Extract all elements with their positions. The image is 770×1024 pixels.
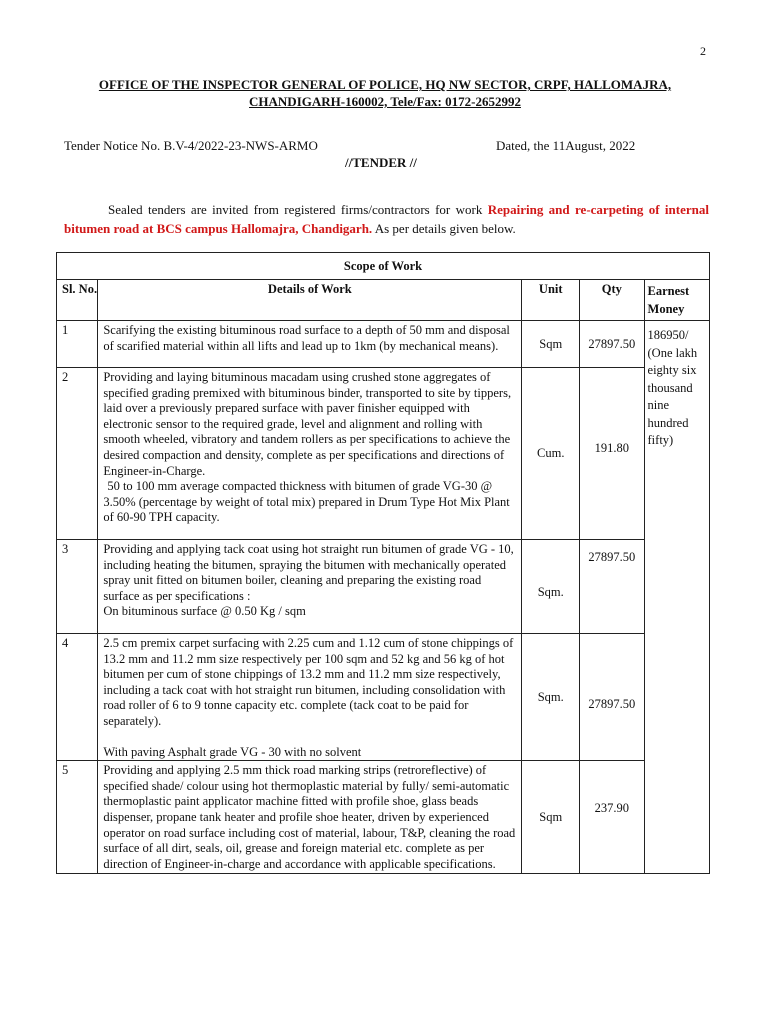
row-4-description: 2.5 cm premix carpet surfacing with 2.25 cum and 1.12 cum of stone chippings of 13.2 mm and 11.2 mm size respectively per 100 sqm and 52 kg and 56 kg of hot bitumen per cum of stone chippings of 13.2 mm and 11.2 mm size respectively, including a tack coat with hot straight run bitumen, including consolidation with road roller of 6 to 9 tonne capacity etc. complete (tack coat to be paid for separately).: [103, 636, 514, 728]
earnest-money-cell: [644, 321, 709, 874]
row-3-specification: On bituminous surface @ 0.50 Kg / sqm: [103, 604, 306, 619]
table-row: [57, 540, 710, 634]
row-3-qty: 27897.50: [580, 540, 644, 634]
row-2-unit: Cum.: [522, 368, 580, 540]
header-sl-no: Sl. No.: [57, 280, 98, 321]
row-1-qty: 27897.50: [580, 321, 644, 368]
tender-title: //TENDER //: [345, 155, 417, 170]
row-3-description: Providing and applying tack coat using hot straight run bitumen of grade VG - 10, including heating the bitumen, spraying the bitumen with mechanically operated spray unit fitted on bitumen boiler, cleaning and preparing the existing road surface as per specifications :: [103, 542, 514, 603]
header-details: Details of Work: [98, 280, 522, 321]
row-3-details: [98, 540, 522, 634]
row-1-sl: 1: [57, 321, 98, 368]
table-row: [57, 634, 710, 761]
earnest-money-words: (One lakh eighty six thousand nine hundred fifty): [647, 345, 698, 447]
office-line-1: OFFICE OF THE INSPECTOR GENERAL OF POLICE, HQ NW SECTOR, CRPF, HALLOMAJRA,: [98, 77, 672, 92]
row-1-unit: Sqm: [522, 321, 580, 368]
row-1-details: Scarifying the existing bituminous road surface to a depth of 50 mm and disposal of scarified material within all lifts and lead up to 1km (by mechanical means).: [98, 321, 522, 368]
row-4-details: [98, 634, 522, 761]
row-2-details: [98, 368, 522, 540]
header-unit: Unit: [522, 280, 580, 321]
row-5-qty: 237.90: [580, 761, 644, 874]
row-4-sl: 4: [57, 634, 98, 761]
table-header-row: [57, 280, 710, 321]
table-row: [57, 761, 710, 874]
office-line-2: CHANDIGARH-160002, Tele/Fax: 0172-2652992: [249, 94, 521, 109]
table-title: Scope of Work: [57, 253, 710, 280]
table-row: [57, 368, 710, 540]
intro-suffix: As per details given below.: [372, 221, 516, 236]
row-4-qty: 27897.50: [580, 634, 644, 761]
row-2-qty: 191.80: [580, 368, 644, 540]
scope-of-work-table-wrapper: [56, 252, 710, 874]
row-5-details: Providing and applying 2.5 mm thick road marking strips (retroreflective) of specified shade/ colour using hot thermoplastic material by fully/ semi-automatic thermoplastic paint applicator machine fitted with profile shoe, glass beads dispenser, propane tank heater and profile shoe heater, driven by experienced operator on road surface including cost of material, labour, T&P, cleaning the road surface of all dirt, seals, oil, grease and foreign material etc. complete as per direction of Engineer-in-charge and accordance with applicable specifications.: [98, 761, 522, 874]
work-title-highlight: Repairing and re-carpeting of internal bitumen road at BCS campus Hallomajra, Chandigarh.: [64, 202, 709, 236]
row-2-specification: 50 to 100 mm average compacted thickness with bitumen of grade VG-30 @ 3.50% (percentage by weight of total mix) prepared in Drum Type Hot Mix Plant of 60-90 TPH capacity.: [103, 479, 510, 525]
intro-prefix: Sealed tenders are invited from registered firms/contractors for work: [108, 202, 488, 217]
header-qty: Qty: [580, 280, 644, 321]
row-5-unit: Sqm: [522, 761, 580, 874]
tender-date: Dated, the 11August, 2022: [496, 138, 636, 153]
row-4-unit: Sqm.: [522, 634, 580, 761]
row-3-sl: 3: [57, 540, 98, 634]
tender-notice-number: Tender Notice No. B.V-4/2022-23-NWS-ARMO: [64, 138, 318, 153]
row-3-unit: Sqm.: [522, 540, 580, 634]
office-heading: [60, 76, 710, 110]
table-row: [57, 321, 710, 368]
row-2-description: Providing and laying bituminous macadam using crushed stone aggregates of specified grading premixed with bituminous binder, transported to site by tippers, laid over a previously prepared surface with paver finisher equipped with electronic sensor to the required grade, level and alignment and rolling with smooth wheeled, vibratory and tandem rollers as per specifications to achieve the desired compaction and density, complete as per specifications and directions of Engineer-in-Charge.: [103, 370, 512, 478]
row-2-sl: 2: [57, 368, 98, 540]
row-5-sl: 5: [57, 761, 98, 874]
scope-of-work-table: [56, 252, 710, 874]
header-earnest-money: Earnest Money: [644, 280, 709, 321]
intro-paragraph: [64, 200, 709, 238]
row-4-specification: With paving Asphalt grade VG - 30 with no solvent: [103, 744, 362, 759]
earnest-money-value: 186950/: [647, 328, 689, 342]
page-number: 2: [700, 44, 706, 58]
